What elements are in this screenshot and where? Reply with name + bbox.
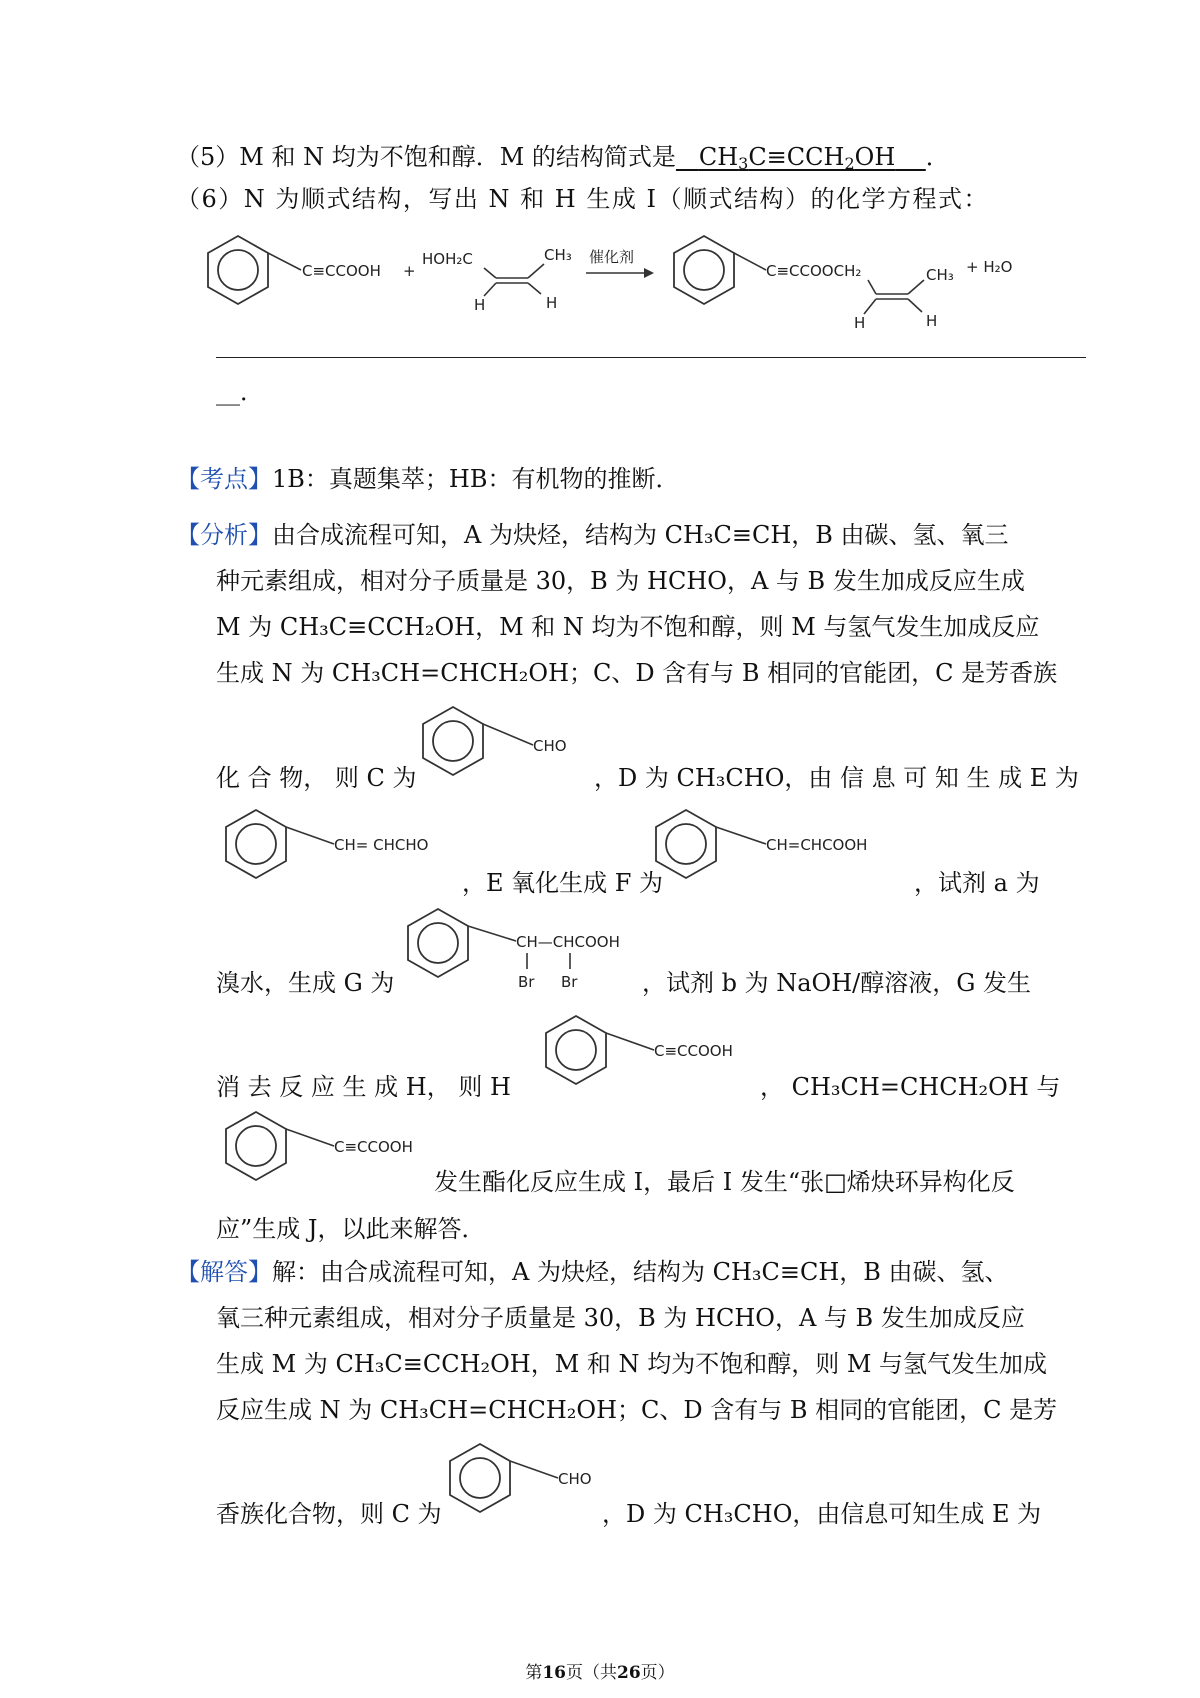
product-water: + H₂O [966,258,1013,276]
answer-line-tail: __． [216,378,264,406]
phenylpropiolic-acid-structure [536,1012,776,1098]
benzene-ring-icon [450,1444,510,1512]
fenxi-line-8a: 消 去 反 应 生 成 H， 则 H [216,1073,511,1101]
fenxi-line-6b: ，试剂 a 为 [914,869,1040,897]
kaodian-tag: 【考点】 [176,465,272,493]
question-6: （6）N 为顺式结构，写出 N 和 H 生成 I（顺式结构）的化学方程式： [176,185,989,213]
jieda-line-3: 生成 M 为 CH₃C≡CCH₂OH，M 和 N 均为不饱和醇，则 M 与氢气发生加成 [216,1350,1048,1378]
benzaldehyde-structure-2 [440,1440,610,1526]
svg-text:CHO: CHO [558,1470,592,1488]
phenylpropiolic-acid-structure-2 [216,1108,436,1188]
benzene-ring-icon [423,707,483,775]
fenxi-line-6a: ，E 氧化生成 F 为 [462,869,664,897]
fenxi-line-5a: 化 合 物， 则 C 为 [216,764,417,792]
jieda-line-1: 【解答】解：由合成流程可知，A 为炔烃，结构为 CH₃C≡CH，B 由碳、氢、 [176,1258,1009,1286]
answer-line [216,357,1086,358]
svg-text:CHO: CHO [533,737,567,755]
jieda-line-5b: ，D 为 CH₃CHO，由信息可知生成 E 为 [602,1500,1042,1528]
svg-text:C≡CCOOH: C≡CCOOH [654,1042,733,1060]
benzaldehyde-structure [413,703,583,789]
svg-text:CH=CHCOOH: CH=CHCOOH [766,836,868,854]
fenxi-line-7a: 溴水，生成 G 为 [216,969,395,997]
kaodian-text: 1B：真题集萃；HB：有机物的推断． [272,465,680,493]
dibromo-acid-structure [398,905,658,1001]
reactant-2-ch3: CH₃ [544,246,572,264]
jieda-line-5a: 香族化合物，则 C 为 [216,1500,442,1528]
fenxi-line-4: 生成 N 为 CH₃CH=CHCH₂OH；C、D 含有与 B 相同的官能团，C 是芳香族 [216,659,1058,687]
fenxi-line-3: M 为 CH₃C≡CCH₂OH，M 和 N 均为不饱和醇，则 M 与氢气发生加成反应 [216,613,1040,641]
fenxi-line-9: 发生酯化反应生成 I，最后 I 发生“张□烯炔环异构化反 [434,1168,1015,1196]
catalyst-label: 催化剂 [589,248,635,266]
svg-text:Br: Br [518,973,535,991]
benzene-ring-icon [226,810,286,878]
reactant-1-label: C≡CCOOH [302,262,381,280]
cinnamic-acid-structure [646,806,906,892]
fenxi-line-2: 种元素组成，相对分子质量是 30，B 为 HCHO，A 与 B 发生加成反应生成 [216,567,1025,595]
fenxi-tag: 【分析】 [176,521,272,549]
question-5: （5）M 和 N 均为不饱和醇．M 的结构简式是 $CH_3C\equiv CCH_2OH$ ． [176,143,950,173]
svg-text:C≡CCOOH: C≡CCOOH [334,1138,413,1156]
benzene-ring-icon [226,1112,286,1180]
total-pages: 26 [617,1663,641,1683]
kaodian-section [176,463,679,495]
fenxi-line-1: 【分析】由合成流程可知，A 为炔烃，结构为 CH₃C≡CH，B 由碳、氢、氧三 [176,521,1009,549]
plus-sign: + [403,262,416,280]
page-footer: 第16页（共26页） [525,1663,675,1683]
svg-text:CH= CHCHO: CH= CHCHO [334,836,429,854]
jieda-tag: 【解答】 [176,1258,272,1286]
reaction-equation [196,228,1016,338]
benzene-ring-icon [546,1016,606,1084]
product-ch3: CH₃ [926,266,954,284]
fenxi-line-5b: ，D 为 CH₃CHO，由 信 息 可 知 生 成 E 为 [594,764,1079,792]
benzene-ring-icon [656,810,716,878]
product-h-right: H [926,312,938,330]
answer-underline: $CH_3C\equiv CCH_2OH$ [698,143,896,173]
svg-text:CH—CHCOOH: CH—CHCOOH [516,933,620,951]
jieda-line-4: 反应生成 N 为 CH₃CH=CHCH₂OH；C、D 含有与 B 相同的官能团，C 是芳 [216,1396,1058,1424]
question-5-text: （5）M 和 N 均为不饱和醇．M 的结构简式是 [176,143,676,171]
cinnamaldehyde-structure [216,806,456,892]
svg-text:Br: Br [561,973,578,991]
reactant-2-h-left: H [474,296,486,314]
jieda-line-2: 氧三种元素组成，相对分子质量是 30，B 为 HCHO，A 与 B 发生加成反应 [216,1304,1025,1332]
product-h-left: H [854,314,866,332]
current-page: 16 [542,1663,566,1683]
benzene-ring-icon [208,236,268,304]
fenxi-line-10: 应”生成 J，以此来解答． [216,1215,486,1243]
benzene-ring-icon [408,909,468,977]
reactant-2-hoh2c: HOH₂C [422,250,473,268]
fenxi-line-8b: ， CH₃CH=CHCH₂OH 与 [760,1073,1061,1101]
benzene-ring-icon [674,236,734,304]
product-label: C≡CCOOCH₂ [766,262,862,280]
fenxi-line-7b: ，试剂 b 为 NaOH/醇溶液，G 发生 [642,969,1032,997]
reactant-2-h-right: H [546,294,558,312]
